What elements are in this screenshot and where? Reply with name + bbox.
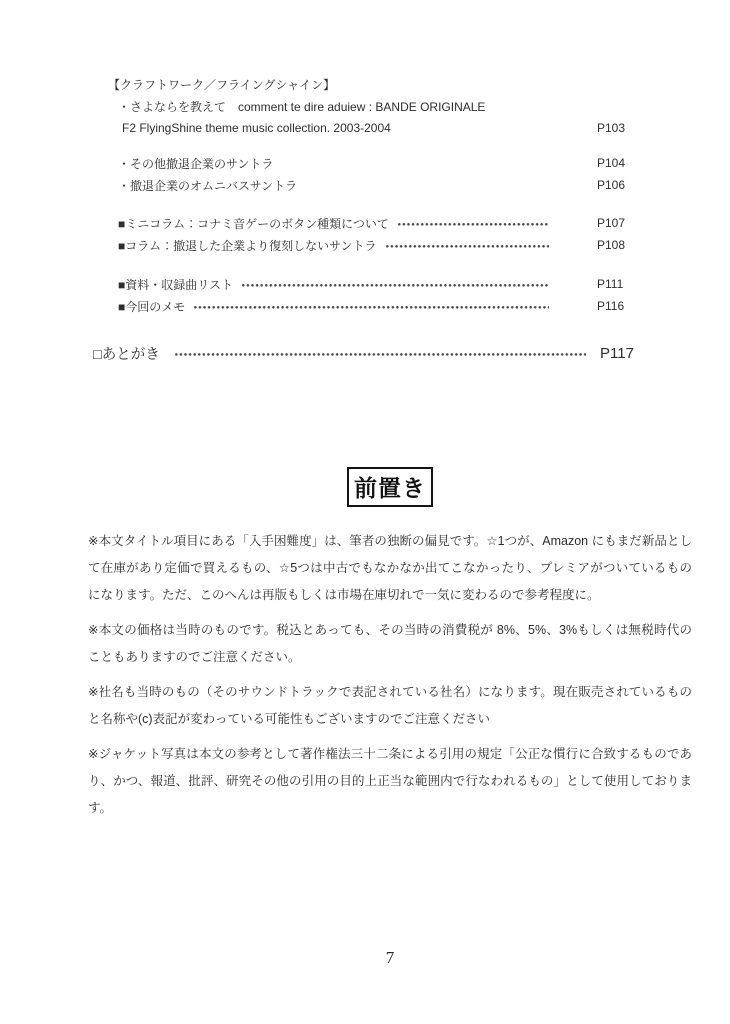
toc-page-number: P103 bbox=[597, 121, 626, 135]
toc-entry-label: F2 FlyingShine theme music collection. 2003-2004 bbox=[122, 121, 391, 135]
toc-entry bbox=[108, 295, 629, 317]
dot-leader bbox=[385, 234, 549, 256]
preface-paragraph: ※社名も当時のもの（そのサウンドトラックで表記されている社名）になります。現在販売されているものと名称や(c)表記が変わっている可能性もございますのでご注意ください bbox=[88, 685, 692, 726]
toc-entry-label: ■ミニコラム：コナミ音ゲーのボタン種類について bbox=[118, 216, 389, 231]
preface-paragraph: ※本文タイトル項目にある「入手困難度」は、筆者の独断の偏見です。☆1つが、Amazon にもまだ新品として在庫があり定価で買えるもの、☆5つは中古でもなかなか出てこなかったり、プレミアがついているものになります。ただ、このへんは再版もしくは市場在庫切れで一気に変わるので参考程度に。 bbox=[88, 534, 692, 602]
toc-entry bbox=[108, 117, 629, 139]
toc-group-header: 【クラフトワーク／フライングシャイン】 bbox=[108, 77, 336, 92]
toc-entry-label: ■資料・収録曲リスト bbox=[118, 277, 234, 292]
dot-leader bbox=[397, 212, 549, 234]
afterword-label: □あとがき bbox=[93, 346, 160, 363]
preface-heading-box bbox=[347, 467, 433, 507]
dot-leader bbox=[193, 295, 549, 317]
dot-leader bbox=[174, 341, 586, 365]
toc-entry-label: ■今回のメモ bbox=[118, 299, 186, 314]
toc-page-number: P108 bbox=[597, 238, 626, 252]
toc-entry-label: ・さよならを教えて comment te dire aduiew : BANDE ORIGINALE bbox=[118, 99, 486, 114]
afterword-entry bbox=[93, 341, 660, 365]
preface-paragraph: ※本文の価格は当時のものです。税込とあっても、その当時の消費税が 8%、5%、3%もしくは無税時代のこともありますのでご注意ください。 bbox=[88, 623, 692, 664]
toc-page-number: P106 bbox=[597, 178, 626, 192]
dot-leader bbox=[241, 273, 549, 295]
preface-paragraph: ※ジャケット写真は本文の参考として著作権法三十二条による引用の規定「公正な慣行に合致するものであり、かつ、報道、批評、研究その他の引用の目的上正当な範囲内で行なわれるもの」として使用しております。 bbox=[88, 747, 692, 815]
page-number: 7 bbox=[385, 948, 395, 967]
toc-entry bbox=[108, 273, 629, 295]
preface-body bbox=[88, 528, 692, 830]
toc-page-number: P104 bbox=[597, 156, 626, 170]
toc-entry bbox=[108, 212, 629, 234]
toc-page-number: P107 bbox=[597, 216, 626, 230]
toc-entry bbox=[108, 152, 629, 174]
toc-entry bbox=[108, 174, 629, 196]
toc-entry-label: ・撤退企業のオムニバスサントラ bbox=[118, 178, 298, 193]
toc-page-number: P116 bbox=[597, 299, 625, 313]
toc-page-number: P111 bbox=[597, 277, 624, 291]
toc-entry-label: ■コラム：撤退した企業より復刻しないサントラ bbox=[118, 238, 377, 253]
toc-entry-label: ・その他撤退企業のサントラ bbox=[118, 156, 274, 171]
afterword-page-number: P117 bbox=[600, 344, 634, 362]
table-of-contents bbox=[108, 73, 629, 317]
preface-heading: 前置き bbox=[354, 475, 426, 501]
toc-entry bbox=[108, 234, 629, 256]
toc-entry bbox=[108, 95, 629, 117]
